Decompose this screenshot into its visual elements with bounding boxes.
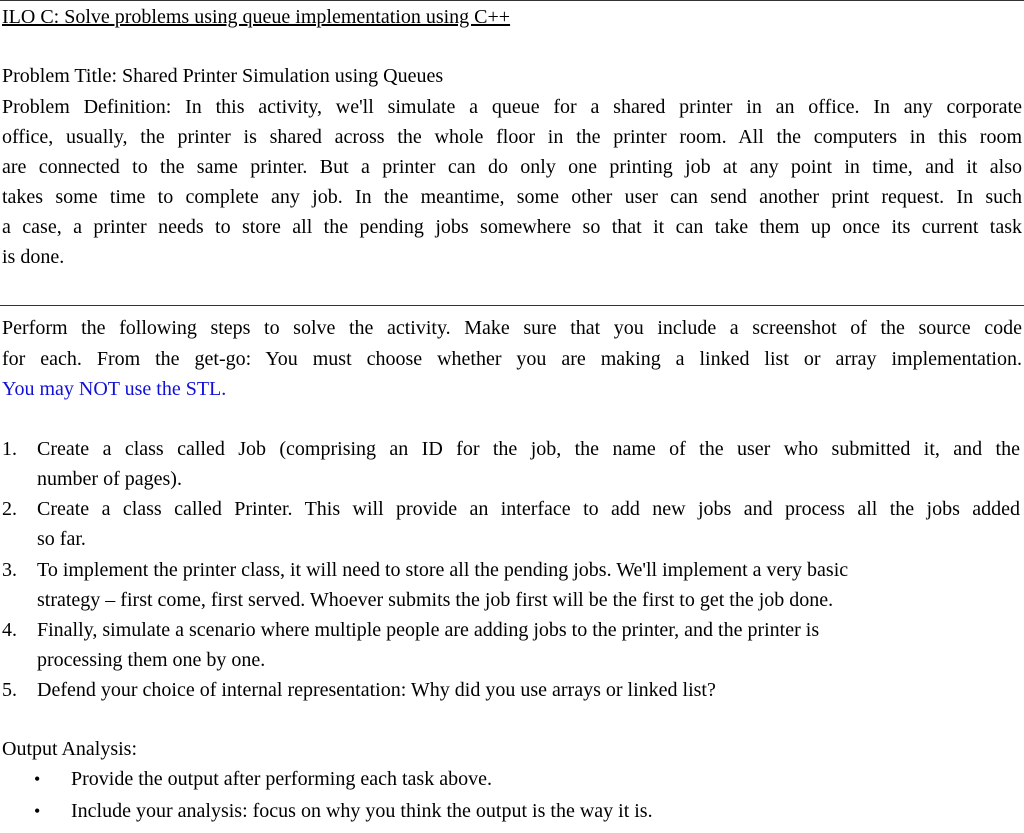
step-text-line: processing them one by one. (37, 649, 266, 671)
ilo-heading: ILO C: Solve problems using queue implementation using C++ (2, 6, 511, 28)
output-analysis-title: Output Analysis: (2, 738, 138, 760)
bullet-icon: • (34, 769, 41, 789)
step-text-line: Create a class called Job (comprising an ID for the job, the name of the user who submitted it, and the (37, 438, 1020, 460)
step-text-line: Create a class called Printer. This will provide an interface to add new jobs and process all the jobs added (37, 498, 1020, 520)
problem-definition-line: a case, a printer needs to store all the pending jobs somewhere so that it can take them up once its current task (2, 216, 1022, 238)
step-text-line: strategy – first come, first served. Whoever submits the job first will be the first to get the job done. (37, 589, 834, 611)
step-text-line: Finally, simulate a scenario where multiple people are adding jobs to the printer, and the printer is (37, 619, 820, 641)
step-number: 4. (2, 619, 17, 641)
bullet-icon: • (34, 801, 41, 821)
step-number: 2. (2, 498, 17, 520)
instructions-line: for each. From the get-go: You must choose whether you are making a linked list or array implementation. (2, 348, 1022, 370)
problem-definition-line: takes some time to complete any job. In the meantime, some other user can send another print request. In such (2, 186, 1022, 208)
section-divider (0, 305, 1024, 306)
problem-title: Problem Title: Shared Printer Simulation using Queues (2, 65, 444, 87)
step-text-line: Defend your choice of internal representation: Why did you use arrays or linked list? (37, 679, 716, 701)
step-number: 3. (2, 559, 17, 581)
instructions-line: Perform the following steps to solve the activity. Make sure that you include a screenshot of the source code (2, 317, 1022, 339)
bullet-text: Provide the output after performing each task above. (71, 768, 492, 790)
problem-definition-line: office, usually, the printer is shared across the whole floor in the printer room. All the computers in this room (2, 126, 1022, 148)
step-number: 1. (2, 438, 17, 460)
bullet-text: Include your analysis: focus on why you think the output is the way it is. (71, 800, 653, 822)
problem-definition-line: is done. (2, 246, 65, 268)
step-text-line: so far. (37, 528, 86, 550)
problem-definition-line: Problem Definition: In this activity, we'll simulate a queue for a shared printer in an office. In any corporate (2, 96, 1022, 118)
step-text-line: number of pages). (37, 468, 182, 490)
problem-definition-line: are connected to the same printer. But a printer can do only one printing job at any point in time, and it also (2, 156, 1022, 178)
step-number: 5. (2, 679, 17, 701)
step-text-line: To implement the printer class, it will need to store all the pending jobs. We'll implement a very basic (37, 559, 849, 581)
stl-note: You may NOT use the STL. (2, 378, 227, 400)
top-rule (0, 0, 1024, 1)
